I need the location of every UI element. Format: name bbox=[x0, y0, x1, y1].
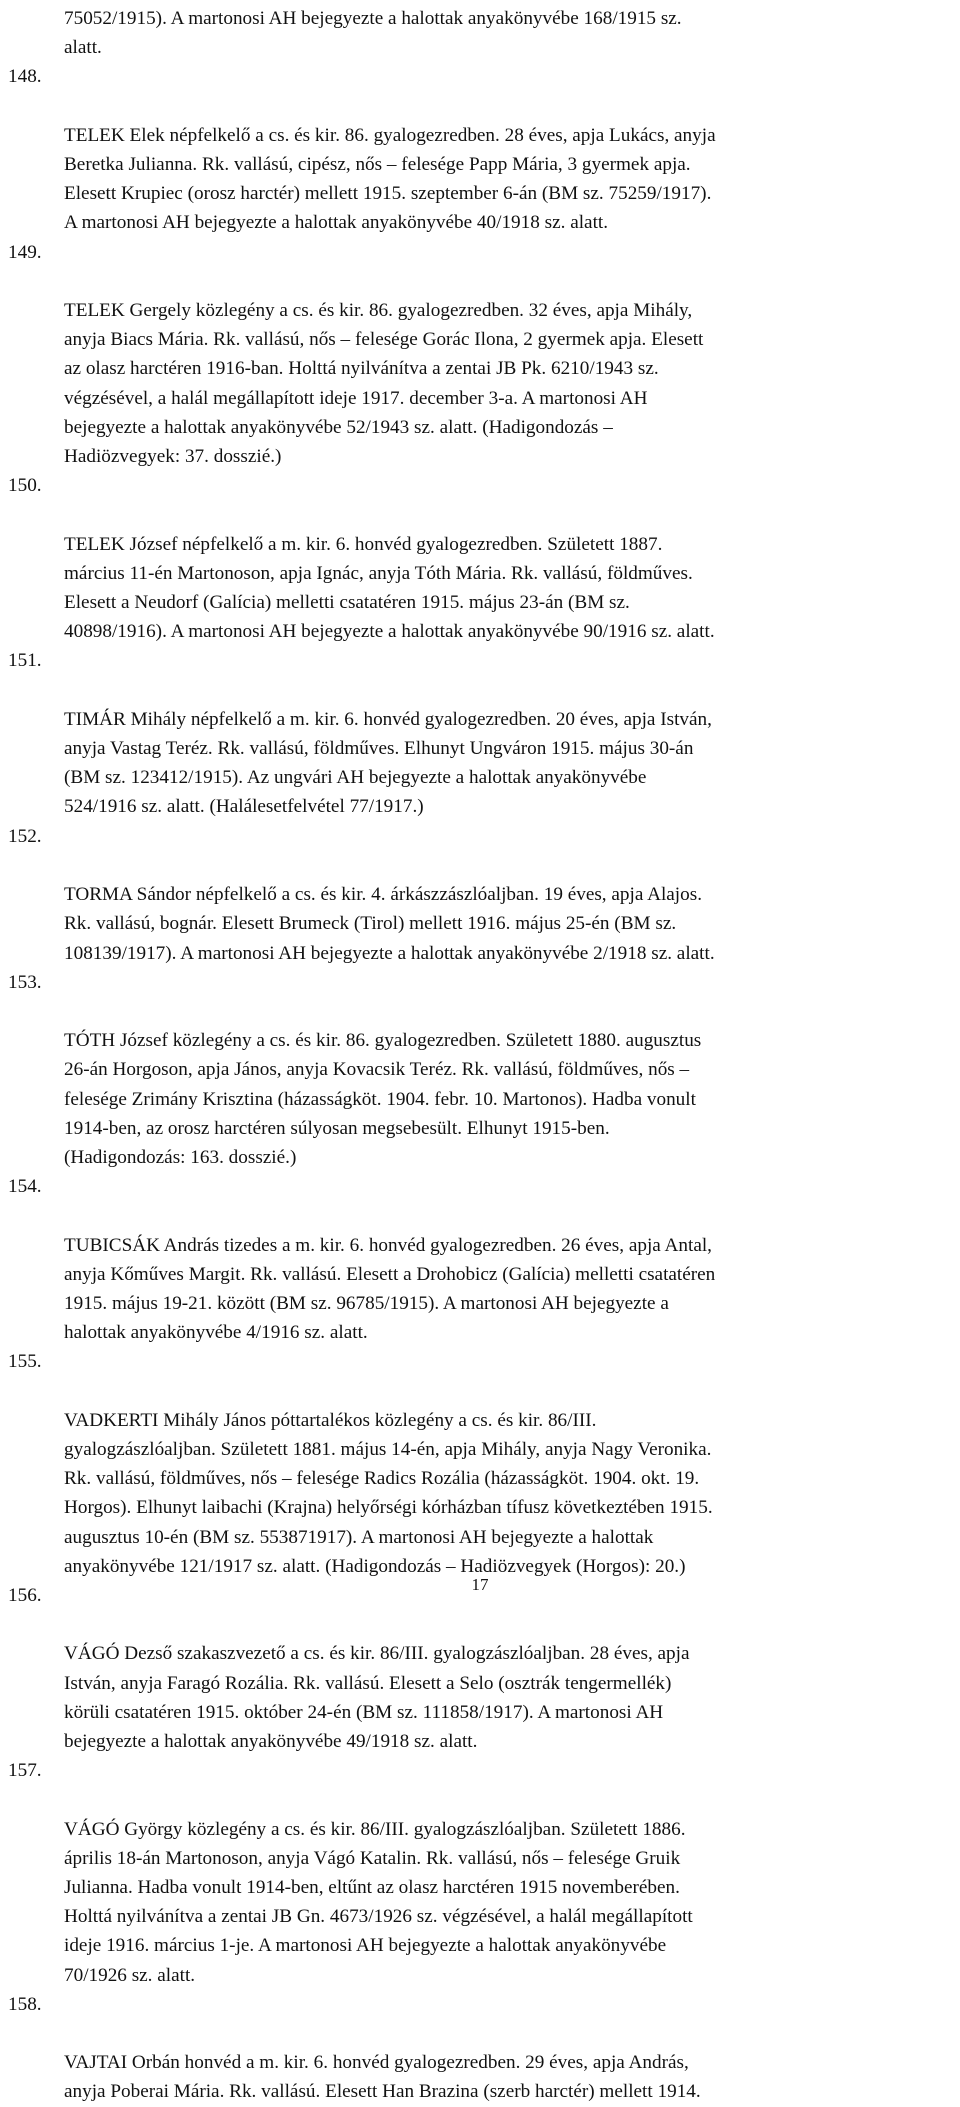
list-item bbox=[0, 1581, 940, 1756]
list-item bbox=[0, 1172, 940, 1347]
list-item bbox=[0, 1990, 940, 2107]
entry-number: 156. bbox=[8, 1584, 42, 1606]
entry-number: 152. bbox=[8, 825, 42, 847]
entry-text: VAJTAI Orbán honvéd a m. kir. 6. honvéd gyalogezredben. 29 éves, apja András, anyja Poberai Mária. Rk. vallású. Elesett Han Brazina (szerb harctér) mellett 1914. bbox=[64, 2052, 701, 2103]
list-item bbox=[0, 1347, 940, 1581]
entry-text: TELEK Gergely közlegény a cs. és kir. 86. gyalogezredben. 32 éves, apja Mihály, anyja Biacs Mária. Rk. vallású, nős – felesége Gorác Ilona, 2 gyermek apja. Elesett az olasz harctéren 1916-ban. Holttá nyilvánítva a zentai JB Pk. 6210/1943 sz. végzésével, a halál megállapított ideje 1917. december 3-a. A martonosi AH bejegyezte a halottak anyakönyvébe 52/1943 sz. alatt. (Hadigondozás – Hadiözvegyek: 37. dosszié.) bbox=[64, 300, 704, 468]
list-item bbox=[0, 968, 940, 1172]
entry-number: 157. bbox=[8, 1760, 42, 1782]
entry-number: 154. bbox=[8, 1176, 42, 1198]
entry-text: TUBICSÁK András tizedes a m. kir. 6. honvéd gyalogezredben. 26 éves, apja Antal, anyja Kőműves Margit. Rk. vallású. Elesett a Drohobicz (Galícia) melletti csatatéren 1915. május 19-21. között (BM sz. 96785/1915). A martonosi AH bejegyezte a halottak anyakönyvébe 4/1916 sz. alatt. bbox=[64, 1234, 716, 1344]
entry-text: TÓTH József közlegény a cs. és kir. 86. gyalogezredben. Született 1880. augusztus 26-án Horgoson, apja János, anyja Kovacsik Teréz. Rk. vallású, földműves, nős – felesége Zrimány Krisztina (házasságköt. 1904. febr. 10. Martonos). Hadba vonult 1914-ben, az orosz harctéren súlyosan megsebesült. Elhunyt 1915-ben. (Hadigondozás: 163. dosszié.) bbox=[64, 1030, 702, 1168]
entry-text: VADKERTI Mihály János póttartalékos közlegény a cs. és kir. 86/III. gyalogzászlóaljban. Született 1881. május 14-én, apja Mihály, anyja Nagy Veronika. Rk. vallású, földműves, nős – felesége Radics Rozália (házasságköt. 1904. okt. 19. Horgos). Elhunyt laibachi (Krajna) helyőrségi kórházban tífusz következtében 1915. augusztus 10-én (BM sz. 553871917). A martonosi AH bejegyezte a halottak anyakönyvébe 121/1917 sz. alatt. (Hadigondozás – Hadiözvegyek (Horgos): 20.) bbox=[64, 1409, 713, 1577]
entry-text: TELEK József népfelkelő a m. kir. 6. honvéd gyalogezredben. Született 1887. március 11-én Martonoson, apja Ignác, anyja Tóth Mária. Rk. vallású, földműves. Elesett a Neudorf (Galícia) melletti csatatéren 1915. május 23-án (BM sz. 40898/1916). A martonosi AH bejegyezte a halottak anyakönyvébe 90/1916 sz. alatt. bbox=[64, 533, 715, 643]
list-item bbox=[0, 471, 940, 646]
page-number: 17 bbox=[471, 1575, 489, 1594]
entry-number: 149. bbox=[8, 241, 42, 263]
entry-number: 153. bbox=[8, 971, 42, 993]
entry-text: VÁGÓ György közlegény a cs. és kir. 86/III. gyalogzászlóaljban. Született 1886. április 18-án Martonoson, anyja Vágó Katalin. Rk. vallású, nős – felesége Gruik Julianna. Hadba vonult 1914-ben, eltűnt az olasz harctéren 1915 novemberében. Holttá nyilvánítva a zentai JB Gn. 4673/1926 sz. végzésével, a halál megállapított ideje 1916. március 1-je. A martonosi AH bejegyezte a halottak anyakönyvébe 70/1926 sz. alatt. bbox=[64, 1818, 693, 1986]
list-item bbox=[0, 238, 940, 472]
list-item bbox=[0, 646, 940, 821]
entry-text: TORMA Sándor népfelkelő a cs. és kir. 4. árkászzászlóaljban. 19 éves, apja Alajos. Rk. vallású, bognár. Elesett Brumeck (Tirol) mellett 1916. május 25-én (BM sz. 108139/1917). A martonosi AH bejegyezte a halottak anyakönyvébe 2/1918 sz. alatt. bbox=[64, 884, 715, 964]
entry-text: TELEK Elek népfelkelő a cs. és kir. 86. gyalogezredben. 28 éves, apja Lukács, anyja Beretka Julianna. Rk. vallású, cipész, nős – felesége Papp Mária, 3 gyermek apja. Elesett Krupiec (orosz harctér) mellett 1915. szeptember 6-án (BM sz. 75259/1917). A martonosi AH bejegyezte a halottak anyakönyvébe 40/1918 sz. alatt. bbox=[64, 124, 716, 234]
entry-number: 158. bbox=[8, 1993, 42, 2015]
entry-number: 148. bbox=[8, 66, 42, 88]
list-item bbox=[0, 62, 940, 237]
list-item bbox=[0, 822, 940, 968]
entry-number: 155. bbox=[8, 1351, 42, 1373]
entry-text: VÁGÓ Dezső szakaszvezető a cs. és kir. 86/III. gyalogzászlóaljban. 28 éves, apja István, anyja Faragó Rozália. Rk. vallású. Elesett a Selo (osztrák tengermellék) körüli csatatéren 1915. október 24-én (BM sz. 111858/1917). A martonosi AH bejegyezte a halottak anyakönyvébe 49/1918 sz. alatt. bbox=[64, 1643, 690, 1752]
entry-number: 151. bbox=[8, 650, 42, 672]
entry-text: TIMÁR Mihály népfelkelő a m. kir. 6. honvéd gyalogezredben. 20 éves, apja István, anyja Vastag Teréz. Rk. vallású, földműves. Elhunyt Ungváron 1915. május 30-án (BM sz. 123412/1915). Az ungvári AH bejegyezte a halottak anyakönyvébe 524/1916 sz. alatt. (Halálesetfelvétel 77/1917.) bbox=[64, 708, 712, 818]
entry-number: 150. bbox=[8, 475, 42, 497]
continuation-paragraph: 75052/1915). A martonosi AH bejegyezte a halottak anyakönyvébe 168/1915 sz. alatt. bbox=[64, 8, 682, 59]
list-item bbox=[0, 1756, 940, 1990]
